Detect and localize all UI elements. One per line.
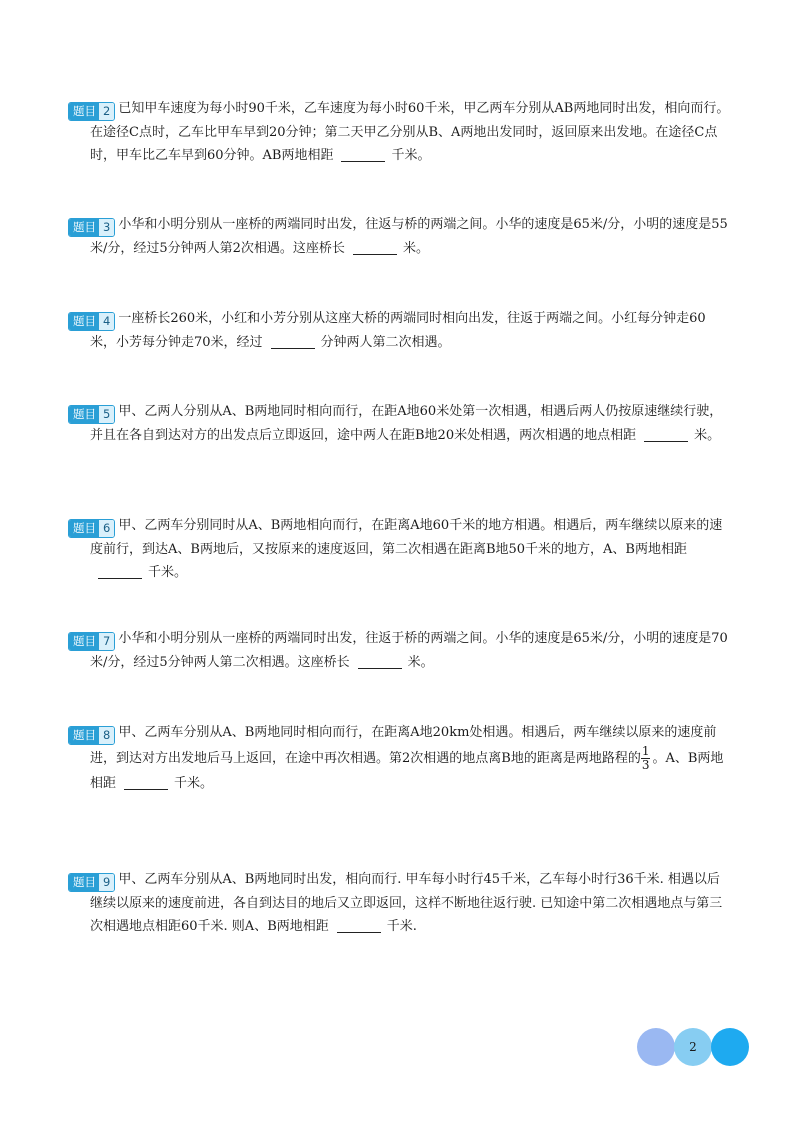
problem-9	[73, 868, 730, 938]
page-number-badge	[635, 1028, 755, 1068]
problem-tag: 题目 8	[68, 726, 115, 745]
problem-unit: 分钟两人第二次相遇。	[320, 335, 451, 350]
problem-unit: 千米。	[148, 565, 188, 580]
problem-3	[73, 213, 730, 260]
problem-unit: 千米.	[386, 919, 417, 934]
problem-tag: 题目 5	[68, 405, 115, 424]
problem-5	[73, 400, 730, 447]
answer-blank[interactable]	[353, 240, 397, 255]
problem-2	[73, 97, 730, 167]
problem-text: 一座桥长260米，小红和小芳分别从这座大桥的两端同时相向出发，往返于两端之间。小红每分钟走60米，小芳每分钟走70米，经过	[90, 311, 706, 350]
problem-8	[73, 721, 730, 795]
problem-tag: 题目 4	[68, 312, 115, 331]
problem-7	[73, 627, 730, 674]
problem-tag: 题目 2	[68, 102, 115, 121]
answer-blank[interactable]	[337, 918, 381, 933]
problem-text: 甲、乙两车分别同时从A、B两地相向而行，在距离A地60千米的地方相遇。相遇后，两车继续以原来的速度前行，到达A、B两地后，又按原来的速度返回，第二次相遇在距离B地50千米的地方，A、B两地相距	[90, 518, 723, 557]
problem-text-mid: 。A、B两地相距	[90, 751, 724, 791]
decor-circle	[637, 1028, 675, 1066]
answer-blank[interactable]	[644, 427, 688, 442]
problem-unit: 米。	[402, 241, 429, 256]
answer-blank[interactable]	[358, 654, 402, 669]
problem-6	[73, 514, 730, 584]
decor-circle	[711, 1028, 749, 1066]
problem-text: 甲、乙两车分别从A、B两地同时出发，相向而行. 甲车每小时行45千米，乙车每小时行36千米. 相遇以后继续以原来的速度前进，各自到达目的地后又立即返回，这样不断地往返行驶. 已知途中第二次相遇地点与第三次相遇地点相距60千米. 则A、B两地相距	[90, 872, 723, 934]
problem-unit: 米。	[694, 428, 721, 443]
problem-tag: 题目 6	[68, 519, 115, 538]
problem-unit: 米。	[407, 655, 434, 670]
problem-tag: 题目 9	[68, 873, 115, 892]
answer-blank[interactable]	[271, 334, 315, 349]
problem-unit: 千米。	[391, 148, 431, 163]
page-number: 2	[689, 1040, 697, 1054]
problem-text: 甲、乙两人分别从A、B两地同时相向而行，在距A地60米处第一次相遇，相遇后两人仍按原速继续行驶，并且在各自到达对方的出发点后立即返回，途中两人在距B地20米处相遇，两次相遇的地点相距	[90, 404, 723, 443]
problem-text: 甲、乙两车分别从A、B两地同时相向而行，在距离A地20km处相遇。相遇后，两车继续以原来的速度前进，到达对方出发地后马上返回，在途中再次相遇。第2次相遇的地点离B地的距离是两地路程的	[90, 725, 717, 766]
answer-blank[interactable]	[341, 147, 385, 162]
fraction: $\frac{1}{3}$	[641, 744, 650, 772]
problem-4	[73, 307, 730, 354]
problem-text: 已知甲车速度为每小时90千米，乙车速度为每小时60千米，甲乙两车分别从AB两地同时出发，相向而行。在途径C点时，乙车比甲车早到20分钟；第二天甲乙分别从B、A两地出发同时，返回原来出发地。在途径C点时，甲车比乙车早到60分钟。AB两地相距	[90, 101, 730, 163]
problem-tag: 题目 7	[68, 632, 115, 651]
problem-unit: 千米。	[174, 776, 214, 791]
answer-blank[interactable]	[98, 564, 142, 579]
problem-tag: 题目 3	[68, 218, 115, 237]
problem-text: 小华和小明分别从一座桥的两端同时出发，往返于桥的两端之间。小华的速度是65米/分，小明的速度是70米/分，经过5分钟两人第二次相遇。这座桥长	[90, 631, 728, 670]
problem-text: 小华和小明分别从一座桥的两端同时出发，往返与桥的两端之间。小华的速度是65米/分，小明的速度是55米/分，经过5分钟两人第2次相遇。这座桥长	[90, 217, 728, 256]
answer-blank[interactable]	[124, 775, 168, 790]
